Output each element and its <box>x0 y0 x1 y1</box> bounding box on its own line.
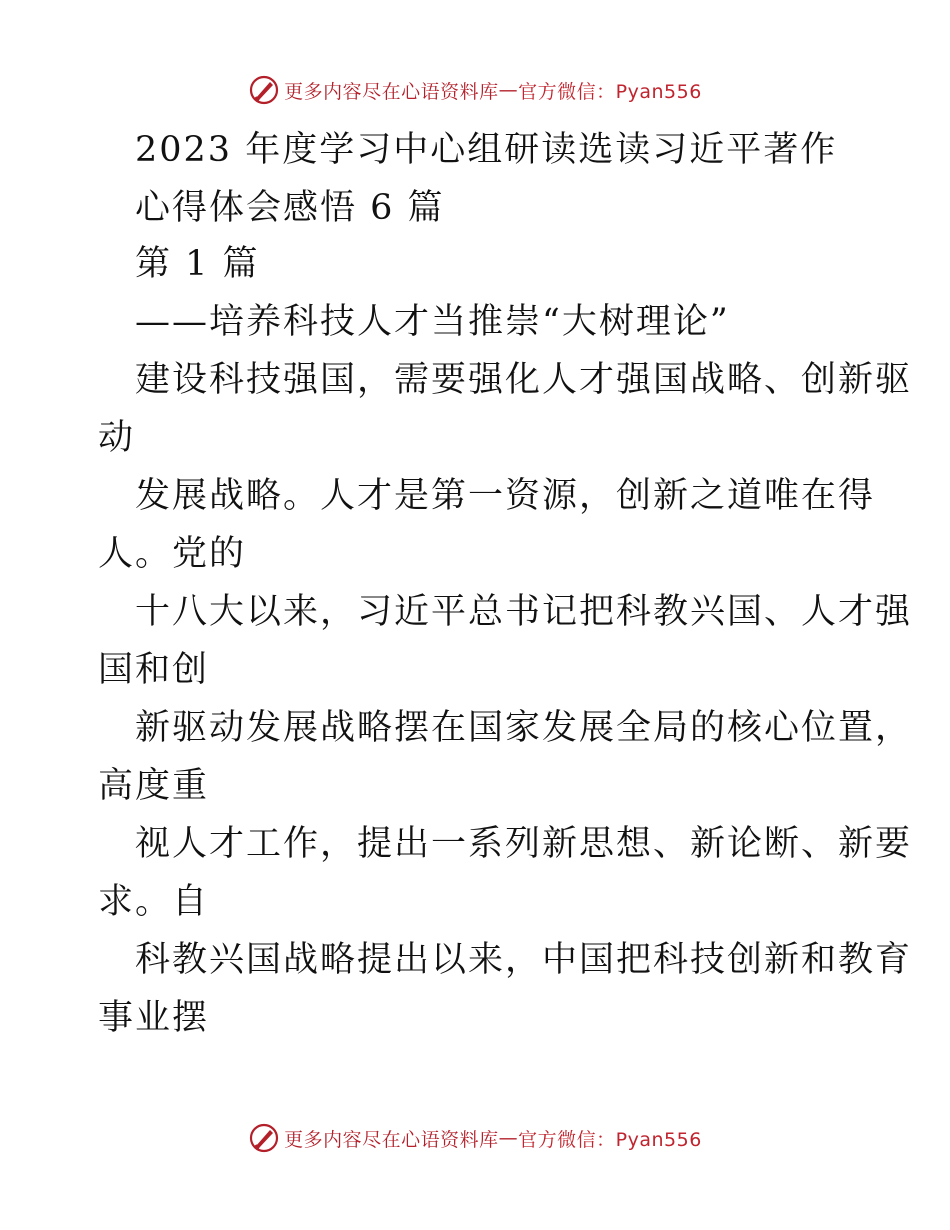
footer-banner <box>0 1118 950 1158</box>
quill-logo-icon <box>248 74 280 106</box>
paragraph-line: 视人才工作，提出一系列新思想、新论断、新要 <box>135 824 913 864</box>
banner-contact-text: 官方微信：Pyan556 <box>518 1128 702 1151</box>
paragraph-line: 高度重 <box>98 766 210 806</box>
quill-logo-icon <box>248 1122 280 1154</box>
paragraph-line: 发展战略。人才是第一资源，创新之道唯在得 <box>135 476 876 516</box>
banner-promo-text: 更多内容尽在心语资料库 <box>284 1128 499 1151</box>
paragraph-line: 动 <box>98 418 136 458</box>
paragraph-line: 国和创 <box>98 650 210 690</box>
paragraph-line: 人。党的 <box>98 534 247 574</box>
banner-separator: — <box>498 79 519 101</box>
header-banner <box>0 70 950 110</box>
paragraph-line: 十八大以来，习近平总书记把科教兴国、人才强 <box>135 592 913 632</box>
section-subtitle: ——培养科技人才当推崇“大树理论” <box>135 302 730 342</box>
paragraph-line: 求。自 <box>98 882 210 922</box>
banner-contact-text: 官方微信：Pyan556 <box>518 80 702 103</box>
paragraph-line: 新驱动发展战略摆在国家发展全局的核心位置， <box>135 708 913 748</box>
banner-promo-text: 更多内容尽在心语资料库 <box>284 80 499 103</box>
document-title-line-2: 心得体会感悟 6 篇 <box>135 188 445 228</box>
paragraph-line: 建设科技强国，需要强化人才强国战略、创新驱 <box>135 360 913 400</box>
paragraph-line: 事业摆 <box>98 998 210 1038</box>
banner-separator: — <box>498 1127 519 1149</box>
section-heading: 第 1 篇 <box>135 244 260 284</box>
document-title-line-1: 2023 年度学习中心组研读选读习近平著作 <box>135 130 838 170</box>
paragraph-line: 科教兴国战略提出以来，中国把科技创新和教育 <box>135 940 913 980</box>
